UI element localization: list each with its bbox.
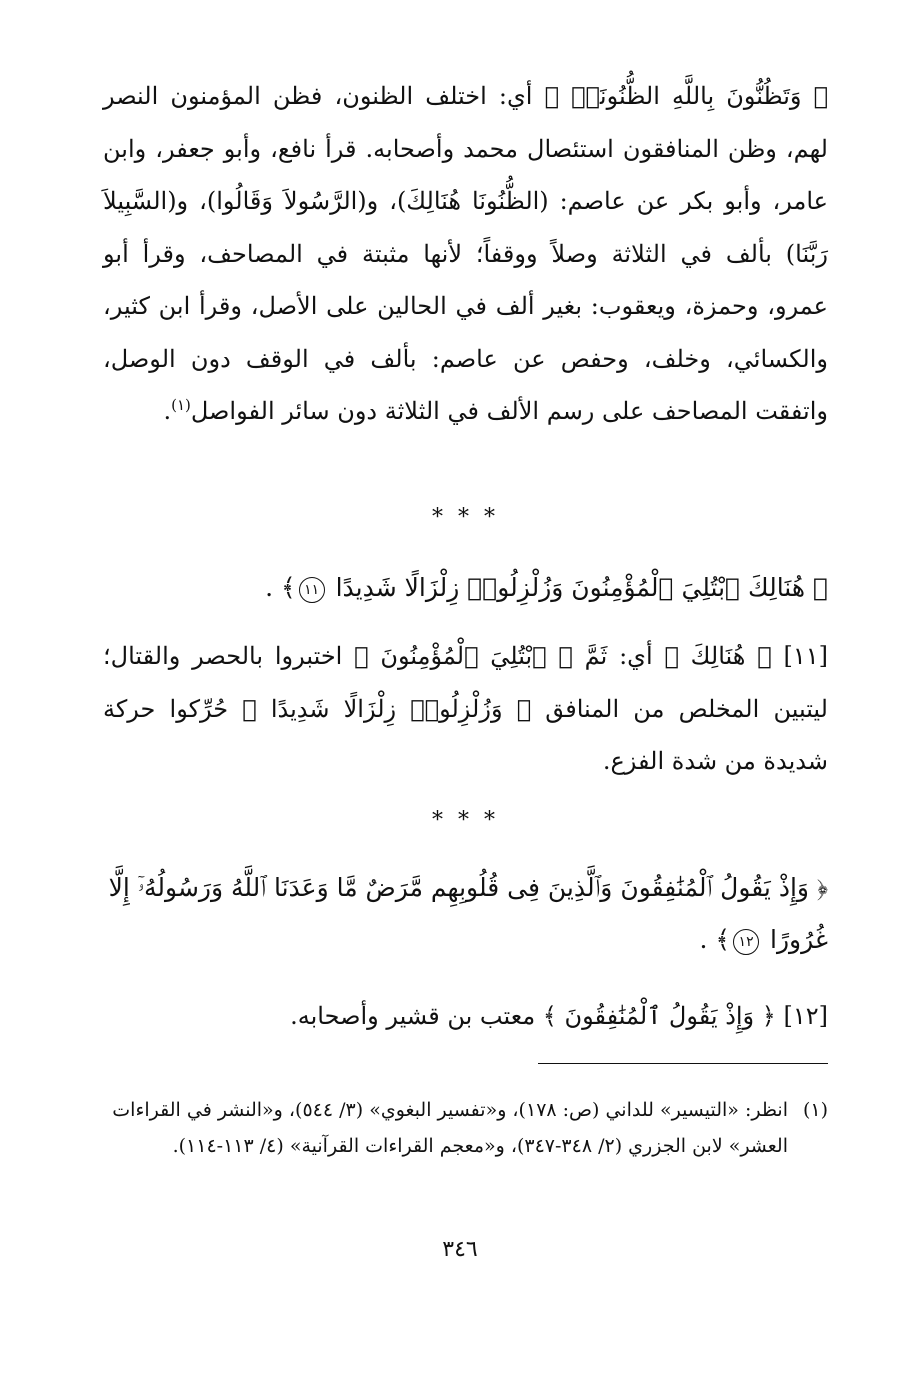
quran-verse-11	[103, 562, 828, 614]
footnote-text: انظر: «التيسير» للداني (ص: ١٧٨)، و«تفسير البغوي» (٣/ ٥٤٤)، و«النشر في القراءات العشر» لابن الجزري (٢/ ٣٤٨-٣٤٧)، و«معجم القراءات القرآنية» (٤/ ١١٣-١١٤).	[112, 1099, 788, 1157]
verse-closing: ﴾ .	[265, 573, 296, 602]
footnote	[103, 1092, 828, 1164]
footnote-reference[interactable]: (١)	[171, 396, 191, 414]
commentary-text: ﴿ وَتَظُنُّونَ بِاللَّهِ الظُّنُونَا۠ ﴾ أي: اختلف الظنون، فظن المؤمنون النصر لهم، وظن المنافقون استئصال محمد وأصحابه. قرأ نافع، وأبو جعفر، وابن عامر، وأبو بكر عن عاصم: (الظُّنُونَا هُنَالِكَ)، و(الرَّسُولاَ وَقَالُوا)، و(السَّبِيلاَ رَبَّنَا) بألف في الثلاثة وصلاً ووقفاً؛ لأنها مثبتة في المصاحف، وقرأ أبو عمرو، وحمزة، ويعقوب: بغير ألف في الحالين على الأصل، وقرأ ابن كثير، والكسائي، وخلف، وحفص عن عاصم: بألف في الوقف دون الوصل، واتفقت المصاحف على رسم الألف في الثلاثة دون سائر الفواصل	[103, 82, 829, 425]
verse-closing: ﴾ .	[699, 925, 731, 954]
section-separator: * * *	[432, 808, 499, 833]
commentary-paragraph-verse-11: [١١] ﴿ هُنَالِكَ ﴾ أي: ثَمَّ ﴿ ٱبْتُلِيَ ٱلْمُؤْمِنُونَ ﴾ اختبروا بالحصر والقتال؛ ليتبين المخلص من المنافق ﴿ وَزُلْزِلُوا۟ زِلْزَالًا شَدِيدًا ﴾ حُرِّكوا حركة شديدة من شدة الفزع.	[103, 642, 828, 775]
verse-text: ﴿ وَإِذْ يَقُولُ ٱلْمُنَٰفِقُونَ وَٱلَّذِينَ فِى قُلُوبِهِم مَّرَضٌ مَّا وَعَدَنَا ٱللَّهُ وَرَسُولُهُۥٓ إِلَّا غُرُورًا	[108, 873, 828, 954]
verse-text: ﴿ هُنَالِكَ ٱبْتُلِيَ ٱلْمُؤْمِنُونَ وَزُلْزِلُوا۟ زِلْزَالًا شَدِيدًا	[335, 573, 828, 602]
sentence-end: .	[163, 397, 172, 425]
footnote-marker: (١)	[802, 1099, 828, 1121]
ayah-number-marker: ١١	[299, 577, 325, 603]
commentary-paragraph-verse-10	[103, 70, 828, 438]
ayah-number-marker: ١٢	[733, 929, 759, 955]
footnote-divider	[538, 1063, 828, 1064]
section-separator: * * *	[432, 505, 499, 530]
page-number: ٣٤٦	[442, 1237, 478, 1262]
quran-verse-12	[103, 862, 828, 966]
commentary-paragraph-verse-12: [١٢] ﴿ وَإِذْ يَقُولُ ٱلْمُنَٰفِقُونَ ﴾ معتب بن قشير وأصحابه.	[290, 1002, 828, 1030]
